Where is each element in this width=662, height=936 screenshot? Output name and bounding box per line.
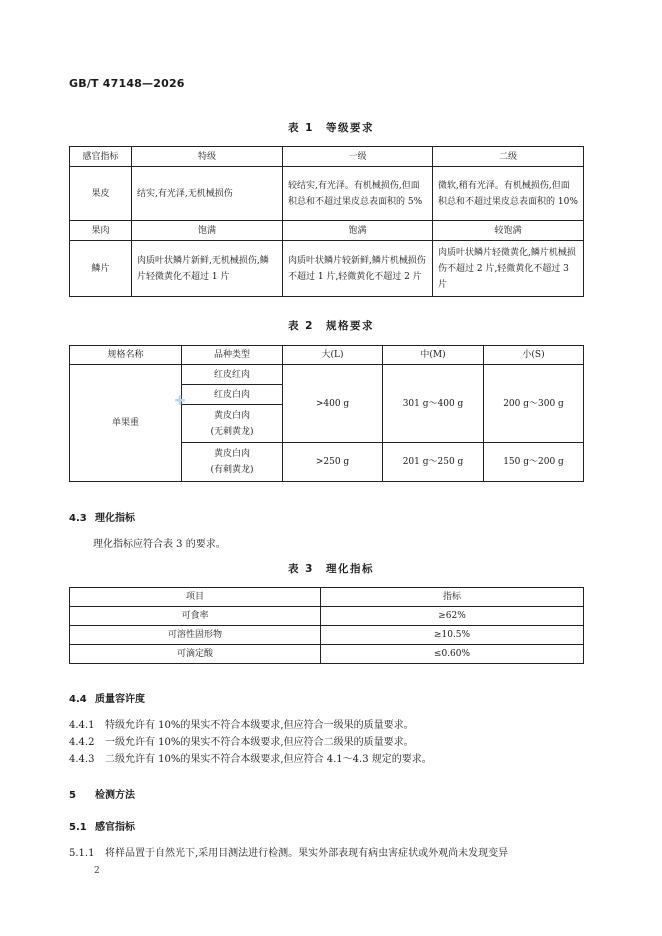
table1-header-cell: 二级	[433, 147, 584, 167]
variety-note: (有刺黄龙)	[210, 465, 254, 475]
table2-caption: 表 2 规格要求	[288, 320, 374, 332]
table-cell: ≤0.60%	[321, 645, 584, 664]
table-cell: 结实,有光泽,无机械损伤	[132, 167, 283, 221]
table2	[69, 345, 584, 482]
table-row	[70, 645, 584, 664]
table-cell: 红皮白肉	[182, 385, 283, 405]
table-cell: 较饱满	[433, 221, 584, 241]
table-row	[70, 241, 584, 297]
table-row	[70, 607, 584, 626]
table1-header-cell: 特级	[132, 147, 283, 167]
clause-number: 4.4.3	[69, 754, 95, 765]
table1-header-cell: 一级	[283, 147, 433, 167]
table2-header-cell: 中(M)	[383, 346, 484, 365]
clause-4-4-2	[69, 733, 414, 748]
table-row	[70, 626, 584, 645]
clause-text: 特级允许有 10%的果实不符合本级要求,但应符合一级果的质量要求。	[105, 720, 414, 731]
table3-header-row	[70, 588, 584, 607]
table-cell: 可滴定酸	[70, 645, 321, 664]
section-5-1-heading	[69, 818, 135, 833]
table2-header-row	[70, 346, 584, 365]
table-cell: >250 g	[283, 443, 383, 482]
table1-header-cell: 感官指标	[70, 147, 132, 167]
table-cell: 肉质叶状鳞片较新鲜,鳞片机械损伤不超过 1 片,轻微黄化不超过 2 片	[283, 241, 433, 297]
table-cell: 可食率	[70, 607, 321, 626]
section-number: 5.1	[69, 822, 87, 833]
table-cell: 肉质叶状鳞片轻微黄化,鳞片机械损伤不超过 2 片,轻微黄化不超过 3 片	[433, 241, 584, 297]
table1	[69, 146, 584, 297]
section-4-3-heading	[69, 509, 135, 524]
table1-header-row	[70, 147, 584, 167]
section-4-3-text: 理化指标应符合表 3 的要求。	[93, 539, 226, 550]
section-5-heading	[69, 786, 135, 801]
section-number: 4.3	[69, 513, 87, 524]
table-cell: 鳞片	[70, 241, 132, 297]
table-cell: 饱满	[132, 221, 283, 241]
table-cell: 微软,稍有光泽。有机械损伤,但面积总和不超过果皮总表面积的 10%	[433, 167, 584, 221]
clause-4-4-3	[69, 750, 432, 765]
table-row	[70, 221, 584, 241]
table-cell: 肉质叶状鳞片新鲜,无机械损伤,鳞片轻微黄化不超过 1 片	[132, 241, 283, 297]
table-row	[70, 365, 584, 385]
page-number: 2	[94, 866, 100, 876]
standard-number: GB/T 47148—2026	[69, 77, 185, 90]
table-cell: 可溶性固形物	[70, 626, 321, 645]
table-cell: 301 g～400 g	[383, 365, 484, 443]
table-cell: 较结实,有光泽。有机械损伤,但面积总和不超过果皮总表面积的 5%	[283, 167, 433, 221]
clause-5-1-1	[69, 844, 508, 859]
table3-caption: 表 3 理化指标	[288, 563, 374, 575]
section-title: 理化指标	[95, 513, 135, 524]
table-cell: ≥10.5%	[321, 626, 584, 645]
table-cell: 201 g～250 g	[383, 443, 484, 482]
table1-caption: 表 1 等级要求	[288, 122, 374, 134]
watermark-icon: ✚	[174, 394, 186, 409]
table2-header-cell: 小(S)	[484, 346, 584, 365]
clause-number: 4.4.2	[69, 737, 95, 748]
clause-4-4-1	[69, 716, 414, 731]
table3-header-cell: 项目	[70, 588, 321, 607]
table-cell	[182, 405, 283, 443]
table-cell: 红皮红肉	[182, 365, 283, 385]
table-cell: 单果重	[70, 365, 182, 482]
section-number: 5	[69, 790, 76, 801]
table-cell	[182, 443, 283, 482]
table2-header-cell: 规格名称	[70, 346, 182, 365]
table-cell: ≥62%	[321, 607, 584, 626]
table-cell: 果肉	[70, 221, 132, 241]
table-cell: 150 g～200 g	[484, 443, 584, 482]
variety-name: 黄皮白肉	[213, 449, 250, 459]
clause-number: 5.1.1	[69, 848, 95, 859]
table2-header-cell: 大(L)	[283, 346, 383, 365]
clause-number: 4.4.1	[69, 720, 95, 731]
table-cell: 饱满	[283, 221, 433, 241]
section-title: 感官指标	[95, 822, 135, 833]
clause-text: 二级允许有 10%的果实不符合本级要求,但应符合 4.1～4.3 规定的要求。	[105, 754, 432, 765]
table-cell: 果皮	[70, 167, 132, 221]
section-title: 检测方法	[95, 790, 135, 801]
table3	[69, 587, 584, 664]
variety-name: 黄皮白肉	[213, 410, 250, 421]
section-number: 4.4	[69, 694, 87, 705]
section-title: 质量容许度	[95, 694, 145, 705]
clause-text: 一级允许有 10%的果实不符合本级要求,但应符合二级果的质量要求。	[105, 737, 414, 748]
table-row	[70, 167, 584, 221]
table2-header-cell: 品种类型	[182, 346, 283, 365]
clause-text: 将样品置于自然光下,采用目测法进行检测。果实外部表现有病虫害症状或外观尚未发现变异	[105, 848, 509, 859]
section-4-4-heading	[69, 690, 145, 705]
table-cell: >400 g	[283, 365, 383, 443]
table3-header-cell: 指标	[321, 588, 584, 607]
table-cell: 200 g～300 g	[484, 365, 584, 443]
variety-note: (无刺黄龙)	[210, 426, 254, 437]
